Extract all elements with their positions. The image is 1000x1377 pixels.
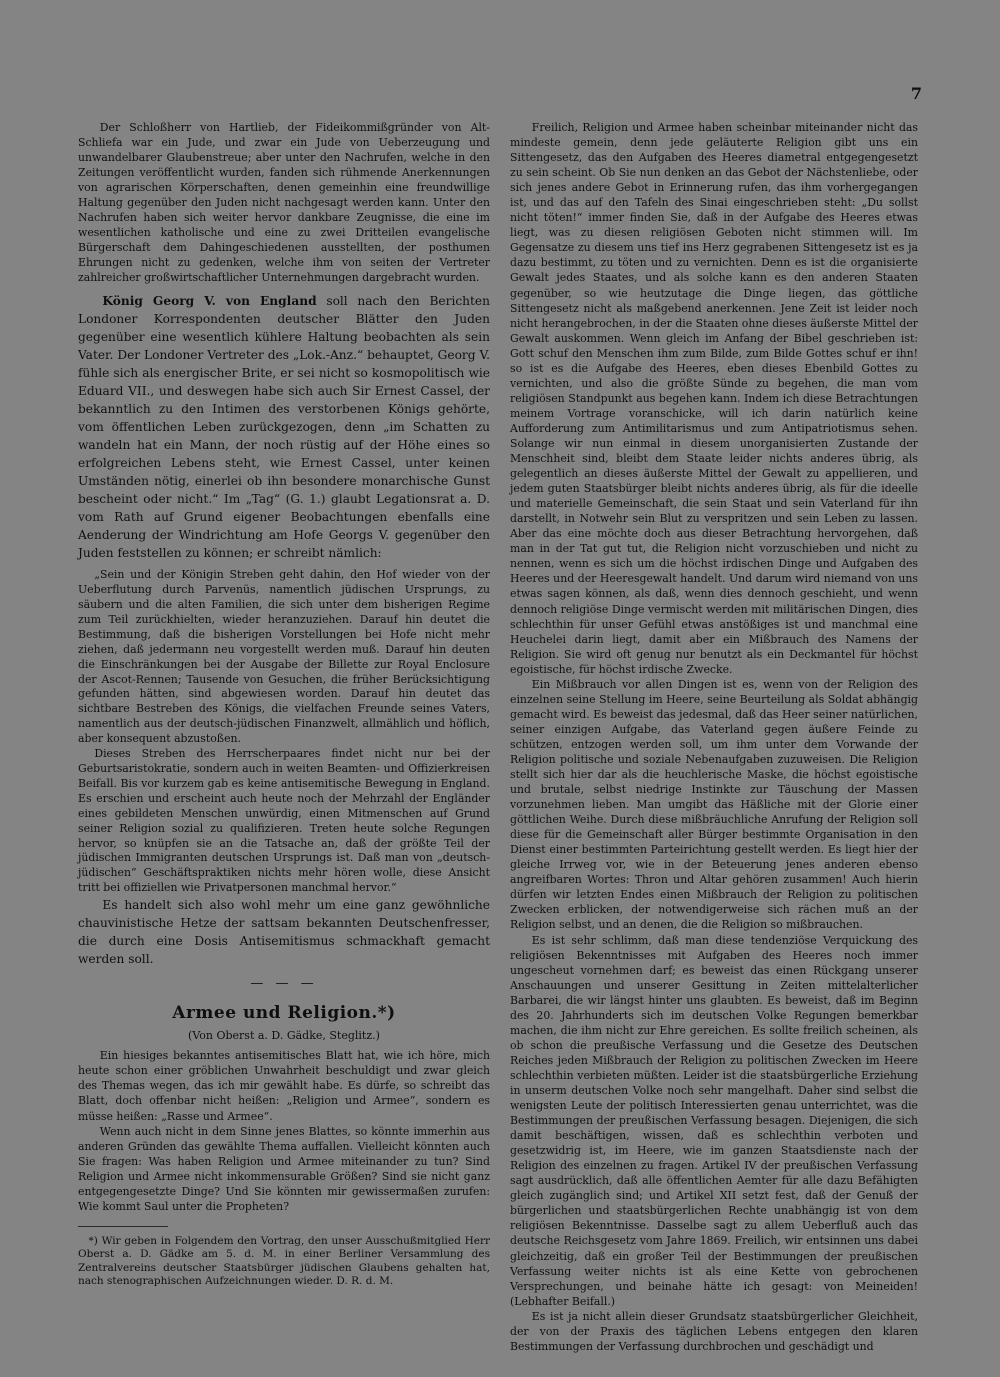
right-paragraph-1: Freilich, Religion und Armee haben scheinbar miteinander nicht das mindeste gemein, denn jede geläuterte Religion gibt uns ein Sittengesetz, das den Aufgaben des Heeres diametral entgegengesetzt zu sein scheint. Ob Sie nun denken an das Gebot der Nächstenliebe, oder sich jenes andere Gebot in Erinnerung rufen, das ihm vorhergegangen ist, und das auf den Tafeln des Sinai eingeschrieben steht: „Du sollst nicht töten!“ immer finden Sie, daß in der Aufgabe des Heeres etwas liegt, was zu diesen religiösen Geboten nicht stimmen will. Im Gegensatze zu diesem uns tief ins Herz gegrabenen Sittengesetz ist es ja dazu bestimmt, zu töten und zu vernichten. Denn es ist die organisierte Gewalt jedes Staates, und als solche kann es den anderen Staaten gegenüber, so wie heutzutage die Dinge liegen, das göttliche Sittengesetz nicht als maßgebend anerkennen. Jene Zeit ist leider noch nicht herangebrochen, in der die Staaten ohne dieses äußerste Mittel der Gewalt auskommen. Wenn gleich im Anfang der Bibel geschrieben ist: Gott schuf den Menschen ihm zum Bilde, zum Bilde Gottes schuf er ihn! so ist es die Aufgabe des Heeres, eben dieses Ebenbild Gottes zu vernichten, und also die größte Sünde zu begehen, die man vom religiösen Standpunkt aus begehen kann. Indem ich diese Betrachtungen meinem Vortrage voranschicke, will ich darin natürlich keine Aufforderung zum Antimilitarismus und zum Antipatriotismus sehen. Solange wir nun einmal in diesem unorganisierten Zustande der Menschheit sind, bleibt dem Staate leider nichts anderes übrig, als gelegentlich an dieses äußerste Mittel der Gewalt zu appellieren, und jedem guten Staatsbürger bleibt nichts anderes übrig, als für die ideelle und materielle Gemeinschaft, die sein Staat und sein Vaterland für ihn darstellt, in Notwehr sein Blut zu verspritzen und sein Leben zu lassen. Aber das eine möchte doch aus dieser Betrachtung hervorgehen, daß man in der Tat gut tut, die Religion nicht vorzuschieben und nicht zu nennen, wenn es sich um die höchst irdischen Dinge und Aufgaben des Heeres und der Heeresgewalt handelt. Und darum wird niemand von uns etwas sagen können, als daß, wenn dies dennoch geschieht, und wenn dennoch religiöse Dinge vermischt werden mit militärischen Dingen, dies schlechthin für unser Gefühl etwas anstößiges ist und manchmal eine Heuchelei darin liegt, damit aber ein Mißbrauch des Namens der Religion. Sie wird oft genug nur benutzt als ein Deckmantel für höchst egoistische, für höchst irdische Zwecke.: [510, 121, 918, 676]
article-byline: (Von Oberst a. D. Gädke, Steglitz.): [188, 1029, 380, 1043]
paragraph-georg-v-text: soll nach den Berichten Londoner Korrespondenten deutscher Blätter den Juden gegenüber eine wesentlich kühlere Haltung beobachten als sein Vater. Der Londoner Vertreter des „Lok.-Anz.“ behauptet, Georg V. fühle sich als energischer Brite, er sei nicht so kosmopolitisch wie Eduard VII., und deswegen habe sich auch Sir Ernest Cassel, der bekanntlich zu den Intimen des verstorbenen Königs gehörte, vom öffentlichen Leben zurückgezogen, denn „im Schatten zu wandeln hat ein Mann, der noch rüstig auf der Höhe eines so erfolgreichen Lebens steht, wie Ernest Cassel, unter keinen Umständen nötig, einerlei ob ihn besondere monarchische Gunst bescheint oder nicht.“ Im „Tag“ (G. 1.) glaubt Legationsrat a. D. vom Rath auf Grund eigener Beobachtungen ebenfalls eine Aenderung der Windrichtung am Hofe Georgs V. gegenüber den Juden feststellen zu können; er schreibt nämlich:: [78, 293, 490, 561]
paragraph-conclusion: Es handelt sich also wohl mehr um eine ganz gewöhnliche chauvinistische Hetze der sattsam bekannten Deutschenfresser, die durch eine Dosis Antisemitismus schmackhaft gemacht werden soll.: [78, 898, 490, 967]
article-paragraph-2: Wenn auch nicht in dem Sinne jenes Blattes, so könnte immerhin aus anderen Gründen das gewählte Thema auffallen. Vielleicht könnten auch Sie fragen: Was haben Religion und Armee miteinander zu tun? Sind Religion und Armee nicht inkommensurable Größen? Sind sie nicht ganz entgegengesetzte Dinge? Und Sie könnten mir gewissermaßen zurufen: Wie kommt Saul unter die Propheten?: [78, 1124, 490, 1213]
lead-georg-v: König Georg V. von England: [102, 293, 317, 308]
page-number: 7: [910, 84, 922, 103]
quote-paragraph-2: Dieses Streben des Herrscherpaares findet nicht nur bei der Geburtsaristokratie, sondern auch in weiten Beamten- und Offizierkreisen Beifall. Bis vor kurzem gab es keine antisemitische Bewegung in England. Es erschien und erscheint auch heute noch der Mehrzahl der Engländer eines gebildeten Menschen unwürdig, einen Mitmenschen auf Grund seiner Religion sozial zu qualifizieren. Treten heute solche Regungen hervor, so knüpfen sie an die Tatsache an, daß der größte Teil der jüdischen Immigranten deutschen Ursprungs ist. Daß man von „deutsch-jüdischen“ Geschäftspraktiken nichts mehr hören wolle, diese Ansicht tritt bei offiziellen wie Privatpersonen manchmal hervor.“: [78, 747, 490, 895]
right-paragraph-4: Es ist ja nicht allein dieser Grundsatz staatsbürgerlicher Gleichheit, der von der Praxis des täglichen Lebens entgegen den klaren Bestimmungen der Verfassung durchbrochen und geschädigt und: [510, 1309, 918, 1353]
left-column: [78, 120, 490, 1288]
paragraph-hartlieb: Der Schloßherr von Hartlieb, der Fideikommißgründer von Alt-Schliefa war ein Jude, und zwar ein Jude von Ueberzeugung und unwandelbarer Glaubenstreue; aber unter den Nachrufen, welche in den Zeitungen veröffentlicht wurden, fanden sich rühmende Anerkennungen von agrarischen Körperschaften, denen gemeinhin eine freundwillige Haltung gegenüber den Juden nicht nachgesagt werden kann. Unter den Nachrufen haben sich weiter hervor dankbare Zeugnisse, die eine im wesentlichen katholische und eine zu zwei Dritteilen evangelische Bürgerschaft dem Dahingeschiedenen ausstellten, der posthumen Ehrungen nicht zu gedenken, welche ihm von seiten der Vertreter zahlreicher großwirtschaftlicher Unternehmungen dargebracht wurden.: [78, 121, 490, 285]
footnote-rule: [78, 1226, 168, 1227]
right-paragraph-2: Ein Mißbrauch vor allen Dingen ist es, wenn von der Religion des einzelnen seine Stellung im Heere, seine Beurteilung als Soldat abhängig gemacht wird. Es beweist das jedesmal, daß das Heer seiner natürlichen, seiner einzigen Aufgabe, das Vaterland gegen äußere Feinde zu schützen, entzogen werden soll, um ihm unter dem Vorwande der Religion politische und soziale Nebenaufgaben zuzuweisen. Die Religion stellt sich hier dar als die heuchlerische Maske, die höchst egoistische und brutale, selbst niedrige Instinkte zur Täuschung der Massen vorzunehmen lieben. Man umgibt das Häßliche mit der Glorie einer göttlichen Weihe. Durch diese mißbräuchliche Anrufung der Religion soll diese für die Gemeinschaft aller Bürger bestimmte Organisation in den Dienst einer bestimmten Parteirichtung gestellt werden. Es liegt hier der gleiche Irrweg vor, wie in der Beteuerung jenes anderen ebenso angreifbaren Wortes: Thron und Altar gehören zusammen! Auch hierin dürfen wir letzten Endes einen Mißbrauch der Religion zu politischen Zwecken erblicken, der notwendigerweise sich rächen muß an der Religion selbst, und an denen, die die Religion so mißbrauchen.: [510, 677, 918, 932]
paragraph-georg-v: [78, 292, 490, 563]
article-title: Armee und Religion.*): [172, 1003, 396, 1024]
section-divider: — — —: [250, 976, 318, 992]
right-paragraph-3: Es ist sehr schlimm, daß man diese tendenziöse Verquickung des religiösen Bekenntnisses mit Aufgaben des Heeres noch immer ungescheut vornehmen darf; es beweist das einen Rückgang unserer Anschauungen und unserer Gesittung in Zeiten mittelalterlicher Barbarei, die wir längst hinter uns glaubten. Es beweist, daß im Beginn des 20. Jahrhunderts sich im deutschen Volke Regungen bemerkbar machen, die ihm nicht zur Ehre gereichen. Es sollte freilich scheinen, als ob schon die preußische Verfassung und die Gesetze des Deutschen Reiches jeden Mißbrauch der Religion zu politischen Zwecken im Heere schlechthin verbieten müßten. Leider ist die staatsbürgerliche Erziehung in unserm deutschen Volke noch sehr mangelhaft. Daher sind selbst die wenigsten Leute der politisch Interessierten genau unterrichtet, was die Bestimmungen der preußischen Verfassung besagen. Diejenigen, die sich damit beschäftigen, wissen, daß es schlechthin verboten und gesetzwidrig ist, im Heere, wie im ganzen Staatsdienste nach der Religion des einzelnen zu fragen. Artikel IV der preußischen Verfassung sagt ausdrücklich, daß alle öffentlichen Aemter für alle dazu Befähigten gleich zugänglich sind; und Artikel XII setzt fest, daß der Genuß der bürgerlichen und staatsbürgerlichen Rechte unabhängig ist von dem religiösen Bekenntnisse. Dasselbe sagt zu allem Ueberfluß auch das deutsche Reichsgesetz vom Jahre 1869. Freilich, wir entsinnen uns dabei gleichzeitig, daß ein großer Teil der Bestimmungen der preußischen Verfassung weiter nichts ist als eine Kette von gebrochenen Versprechungen, und beinahe hätte ich gesagt: von Meineiden! (Lebhafter Beifall.): [510, 933, 918, 1308]
right-column: [510, 120, 918, 1354]
article-paragraph-1: Ein hiesiges bekanntes antisemitisches Blatt hat, wie ich höre, mich heute schon einer gröblichen Unwahrheit beschuldigt und zwar gleich des Themas wegen, das ich mir gewählt habe. Es dürfe, so schreibt das Blatt, doch offenbar nicht heißen: „Religion und Armee“, sondern es müsse heißen: „Rasse und Armee“.: [78, 1049, 490, 1123]
quote-paragraph-1: „Sein und der Königin Streben geht dahin, den Hof wieder von der Ueberflutung durch Parvenüs, namentlich jüdischen Ursprungs, zu säubern und die alten Familien, die sich unter dem bisherigen Regime zum Teil zurückhielten, wieder heranzuziehen. Darauf hin deutet die Bestimmung, daß die bisherigen Vorstellungen bei Hofe nicht mehr ziehen, daß jedermann neu vorgestellt werden muß. Darauf hin deuten die Einschränkungen bei der Ausgabe der Billette zur Royal Enclosure der Ascot-Rennen; Tausende von Gesuchen, die früher Berücksichtigung gefunden hätten, sind abgewiesen worden. Darauf hin deutet das sichtbare Bestreben des Königs, die vielfachen Freunde seines Vaters, namentlich aus der deutsch-jüdischen Finanzwelt, allmählich und höflich, aber konsequent abzustoßen.: [78, 568, 490, 746]
footnote: *) Wir geben in Folgendem den Vortrag, den unser Ausschußmitglied Herr Oberst a. D. Gädke am 5. d. M. in einer Berliner Versammlung des Zentralvereins deutscher Staatsbürger jüdischen Glaubens gehalten hat, nach stenographischen Aufzeichnungen wieder. D. R. d. M.: [78, 1234, 490, 1288]
